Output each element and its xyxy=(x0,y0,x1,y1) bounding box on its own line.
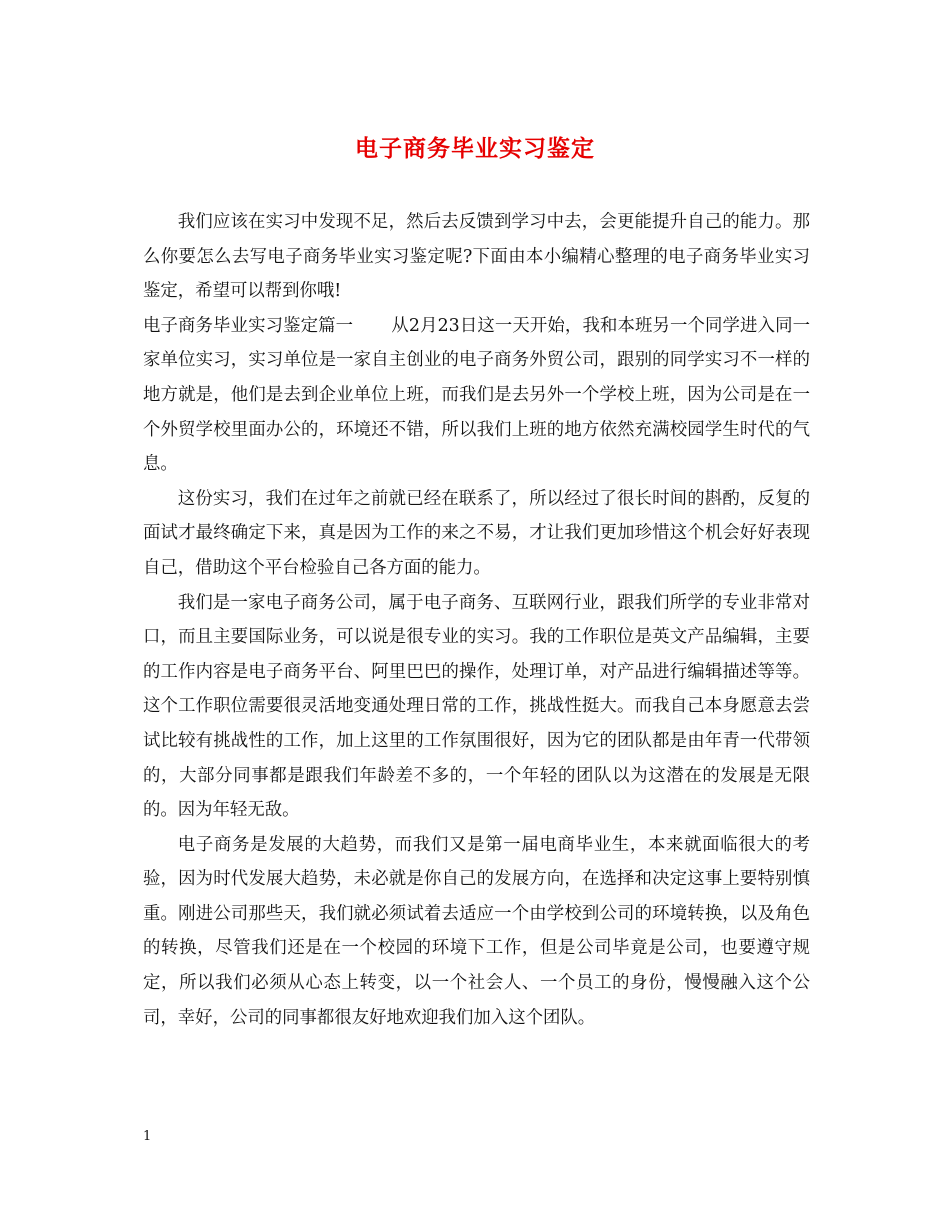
page-number: 1 xyxy=(143,1129,152,1144)
intro-paragraph: 我们应该在实习中发现不足，然后去反馈到学习中去，会更能提升自己的能力。那么你要怎么去写电子商务毕业实习鉴定呢?下面由本小编精心整理的电子商务毕业实习鉴定，希望可以帮到你哦! xyxy=(143,212,810,302)
document-title: 电子商务毕业实习鉴定 xyxy=(355,135,595,162)
section-one-text: 从2月23日这一天开始，我和本班另一个同学进入同一家单位实习，实习单位是一家自主创业的电子商务外贸公司，跟别的同学实习不一样的地方就是，他们是去到企业单位上班，而我们是去另外一个学校上班，因为公司是在一个外贸学校里面办公的，环境还不错，所以我们上班的地方依然充满校园学生时代的气息。 xyxy=(143,315,810,475)
section-one-paragraph xyxy=(143,309,810,482)
document-body xyxy=(143,205,810,1035)
paragraph-4: 电子商务是发展的大趋势，而我们又是第一届电商毕业生，本来就面临很大的考验，因为时代发展大趋势，未必就是你自己的发展方向，在选择和决定这事上要特别慎重。刚进公司那些天，我们就必须试着去适应一个由学校到公司的环境转换，以及角色的转换，尽管我们还是在一个校园的环境下工作，但是公司毕竟是公司，也要遵守规定，所以我们必须从心态上转变，以一个社会人、一个员工的身份，慢慢融入这个公司，幸好，公司的同事都很友好地欢迎我们加入这个团队。 xyxy=(143,834,810,1028)
paragraph-2: 这份实习，我们在过年之前就已经在联系了，所以经过了很长时间的斟酌，反复的面试才最终确定下来，真是因为工作的来之不易，才让我们更加珍惜这个机会好好表现自己，借助这个平台检验自己各方面的能力。 xyxy=(143,488,810,578)
paragraph-3: 我们是一家电子商务公司，属于电子商务、互联网行业，跟我们所学的专业非常对口，而且主要国际业务，可以说是很专业的实习。我的工作职位是英文产品编辑，主要的工作内容是电子商务平台、阿里巴巴的操作，处理订单，对产品进行编辑描述等等。这个工作职位需要很灵活地变通处理日常的工作，挑战性挺大。而我自己本身愿意去尝试比较有挑战性的工作，加上这里的工作氛围很好，因为它的团队都是由年青一代带领的，大部分同事都是跟我们年龄差不多的，一个年轻的团队以为这潜在的发展是无限的。因为年轻无敌。 xyxy=(143,592,810,821)
section-label: 电子商务毕业实习鉴定篇一 xyxy=(143,315,354,336)
